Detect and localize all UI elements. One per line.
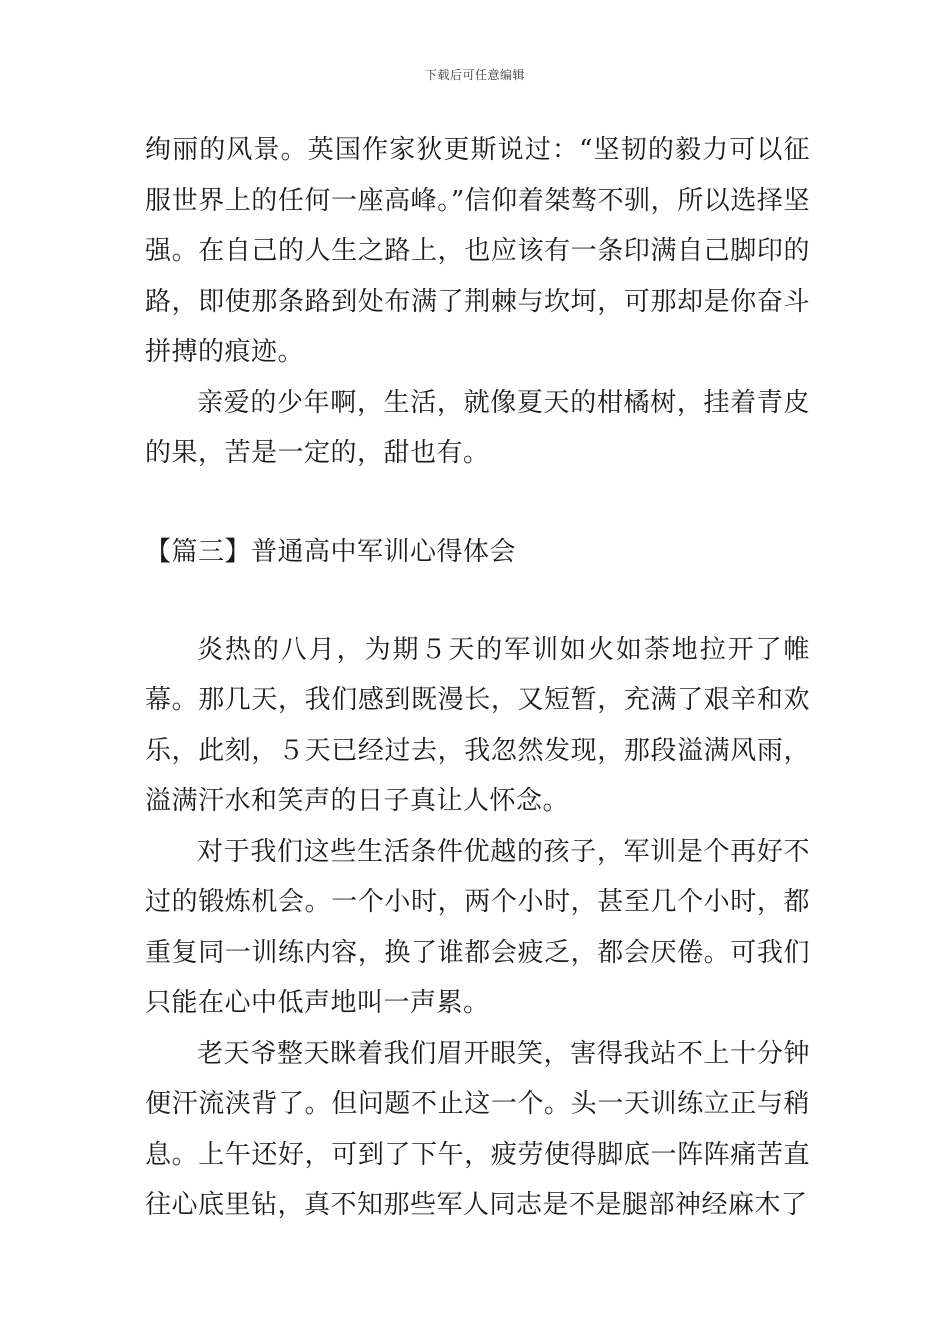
- paragraph-weather: 老天爷整天眯着我们眉开眼笑，害得我站不上十分钟便汗流浃背了。但问题不止这一个。头一天训练立正与稍息。上午还好，可到了下午，疲劳使得脚底一阵阵痛苦直往心底里钻，真不知那些军人同志是不是腿部神经麻木了: [145, 1038, 810, 1220]
- paragraph-continued: 绚丽的风景。英国作家狄更斯说过：“坚韧的毅力可以征服世界上的任何一座高峰。”信仰着桀骜不驯，所以选择坚强。在自己的人生之路上，也应该有一条印满自己脚印的路，即使那条路到处布满了荆棘与坎坷，可那却是你奋斗拼搏的痕迹。: [145, 135, 810, 367]
- section-title: 【篇三】普通高中军训心得体会: [145, 536, 517, 567]
- header-note: 下载后可任意编辑: [424, 68, 525, 82]
- spacer: [145, 479, 810, 527]
- paragraph-life: 亲爱的少年啊，生活，就像夏天的柑橘树，挂着青皮的果，苦是一定的，甜也有。: [145, 387, 810, 468]
- spacer: [145, 577, 810, 625]
- paragraph-intro: 炎热的八月，为期５天的军训如火如荼地拉开了帷幕。那几天，我们感到既漫长，又短暂，充满了艰辛和欢乐，此刻，５天已经过去，我忽然发现，那段溢满风雨，溢满汗水和笑声的日子真让人怀念。: [145, 634, 810, 816]
- document-body: [145, 125, 810, 1231]
- paragraph-training: 对于我们这些生活条件优越的孩子，军训是个再好不过的锻炼机会。一个小时，两个小时，甚至几个小时，都重复同一训练内容，换了谁都会疲乏，都会厌倦。可我们只能在心中低声地叫一声累。: [145, 836, 810, 1018]
